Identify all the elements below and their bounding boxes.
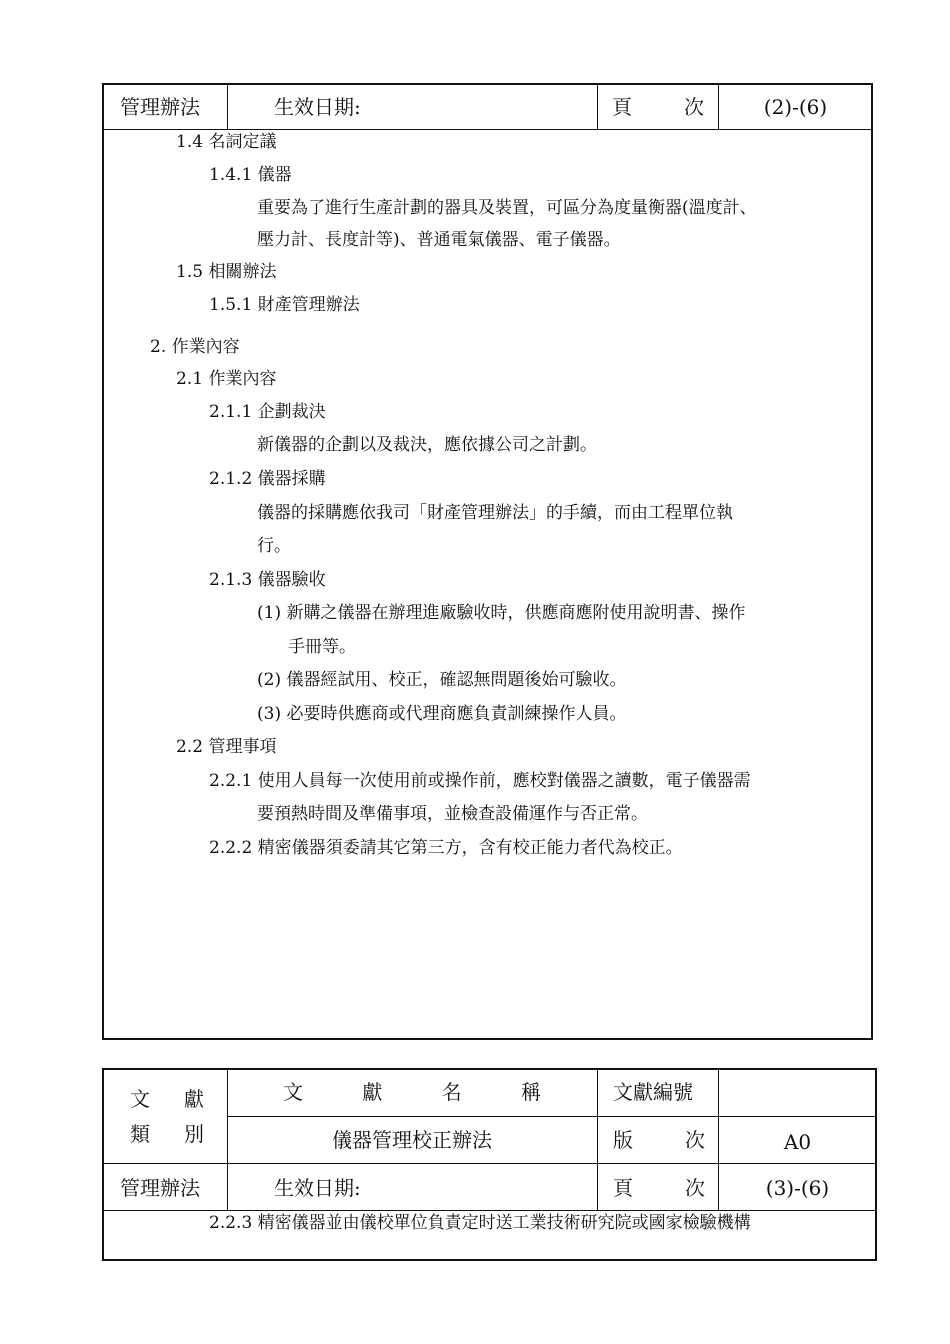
version-label-left: 版 <box>613 1128 633 1152</box>
list-item: (1) 新購之儀器在辦理進廠驗收時，供應商應附使用說明書、操作 <box>257 603 746 623</box>
doc-category-label-line2 <box>130 1122 204 1146</box>
version-value: A0 <box>783 1130 812 1154</box>
page-label-right: 次 <box>684 95 704 119</box>
doc-category-char: 別 <box>184 1122 204 1146</box>
header2-col-divider-2 <box>597 1068 598 1211</box>
subsection-item-continuation: 要預熱時間及準備事項，並檢查設備運作与否正常。 <box>257 804 648 824</box>
page-2-frame <box>102 83 873 1040</box>
list-item: (2) 儀器經試用、校正，確認無問題後始可驗收。 <box>257 670 627 690</box>
subsection-heading: 1.5.1 財產管理辦法 <box>209 295 360 315</box>
header2-row-divider-3 <box>102 1210 877 1211</box>
doc-name-value: 儀器管理校正辦法 <box>332 1128 492 1152</box>
doc-category-char: 類 <box>130 1122 150 1146</box>
list-item-continuation: 手冊等。 <box>288 637 356 657</box>
doc-name-label-char: 名 <box>441 1080 462 1104</box>
section-heading: 1.5 相關辦法 <box>176 262 277 282</box>
version-label <box>613 1128 705 1152</box>
paragraph-line: 行。 <box>257 536 291 556</box>
header-col-divider-2 <box>597 83 598 130</box>
page-label-left: 頁 <box>612 95 632 119</box>
subsection-item: 2.2.1 使用人員每一次使用前或操作前，應校對儀器之讀數，電子儀器需 <box>209 771 751 791</box>
doc-number-label: 文獻編號 <box>613 1080 693 1104</box>
version-label-right: 次 <box>685 1128 705 1152</box>
paragraph-line: 儀器的採購應依我司「財產管理辦法」的手續，而由工程單位執 <box>257 503 733 523</box>
paragraph-line: 新儀器的企劃以及裁決，應依據公司之計劃。 <box>257 435 597 455</box>
doc-name-label-char: 稱 <box>520 1080 541 1104</box>
doc-category-label-line1 <box>130 1087 204 1111</box>
paragraph-line: 壓力計、長度計等)、普通電氣儀器、電子儀器。 <box>257 230 621 250</box>
doc-category-cell: 管理辦法 <box>120 95 200 119</box>
subsection-item: 2.2.3 精密儀器並由儀校單位負責定时送工業技術研究院或國家檢驗機構 <box>209 1213 751 1233</box>
subsection-heading: 2.1.3 儀器驗收 <box>209 570 326 590</box>
page-number: (2)-(6) <box>763 95 828 119</box>
subsection-heading: 1.4.1 儀器 <box>209 165 292 185</box>
doc-name-label <box>283 1080 541 1104</box>
page-label-left: 頁 <box>613 1176 633 1200</box>
section-heading: 2.2 管理事項 <box>176 737 277 757</box>
section-heading: 2.1 作業內容 <box>176 369 277 389</box>
doc-name-label-char: 獻 <box>362 1080 383 1104</box>
page-label <box>613 1176 705 1200</box>
subsection-item: 2.2.2 精密儀器須委請其它第三方，含有校正能力者代為校正。 <box>209 838 683 858</box>
header2-row-divider-1 <box>227 1116 877 1117</box>
list-item: (3) 必要時供應商或代理商應負責訓練操作人員。 <box>257 704 627 724</box>
header-col-divider-1 <box>227 83 228 130</box>
page-label <box>612 95 704 119</box>
doc-category-cell: 管理辦法 <box>120 1176 200 1200</box>
section-heading: 1.4 名詞定議 <box>176 132 277 152</box>
chapter-heading: 2. 作業內容 <box>150 337 240 357</box>
doc-category-char: 獻 <box>184 1087 204 1111</box>
subsection-heading: 2.1.1 企劃裁決 <box>209 402 326 422</box>
header-divider <box>102 129 873 130</box>
effective-date-label: 生效日期: <box>274 95 361 119</box>
paragraph-line: 重要為了進行生產計劃的器具及裝置，可區分為度量衡器(溫度計、 <box>257 198 757 218</box>
page-number: (3)-(6) <box>765 1176 830 1200</box>
subsection-heading: 2.1.2 儀器採購 <box>209 469 326 489</box>
page-label-right: 次 <box>685 1176 705 1200</box>
header2-row-divider-2 <box>102 1163 877 1164</box>
doc-category-char: 文 <box>130 1087 150 1111</box>
effective-date-label: 生效日期: <box>274 1176 361 1200</box>
doc-name-label-char: 文 <box>283 1080 303 1104</box>
